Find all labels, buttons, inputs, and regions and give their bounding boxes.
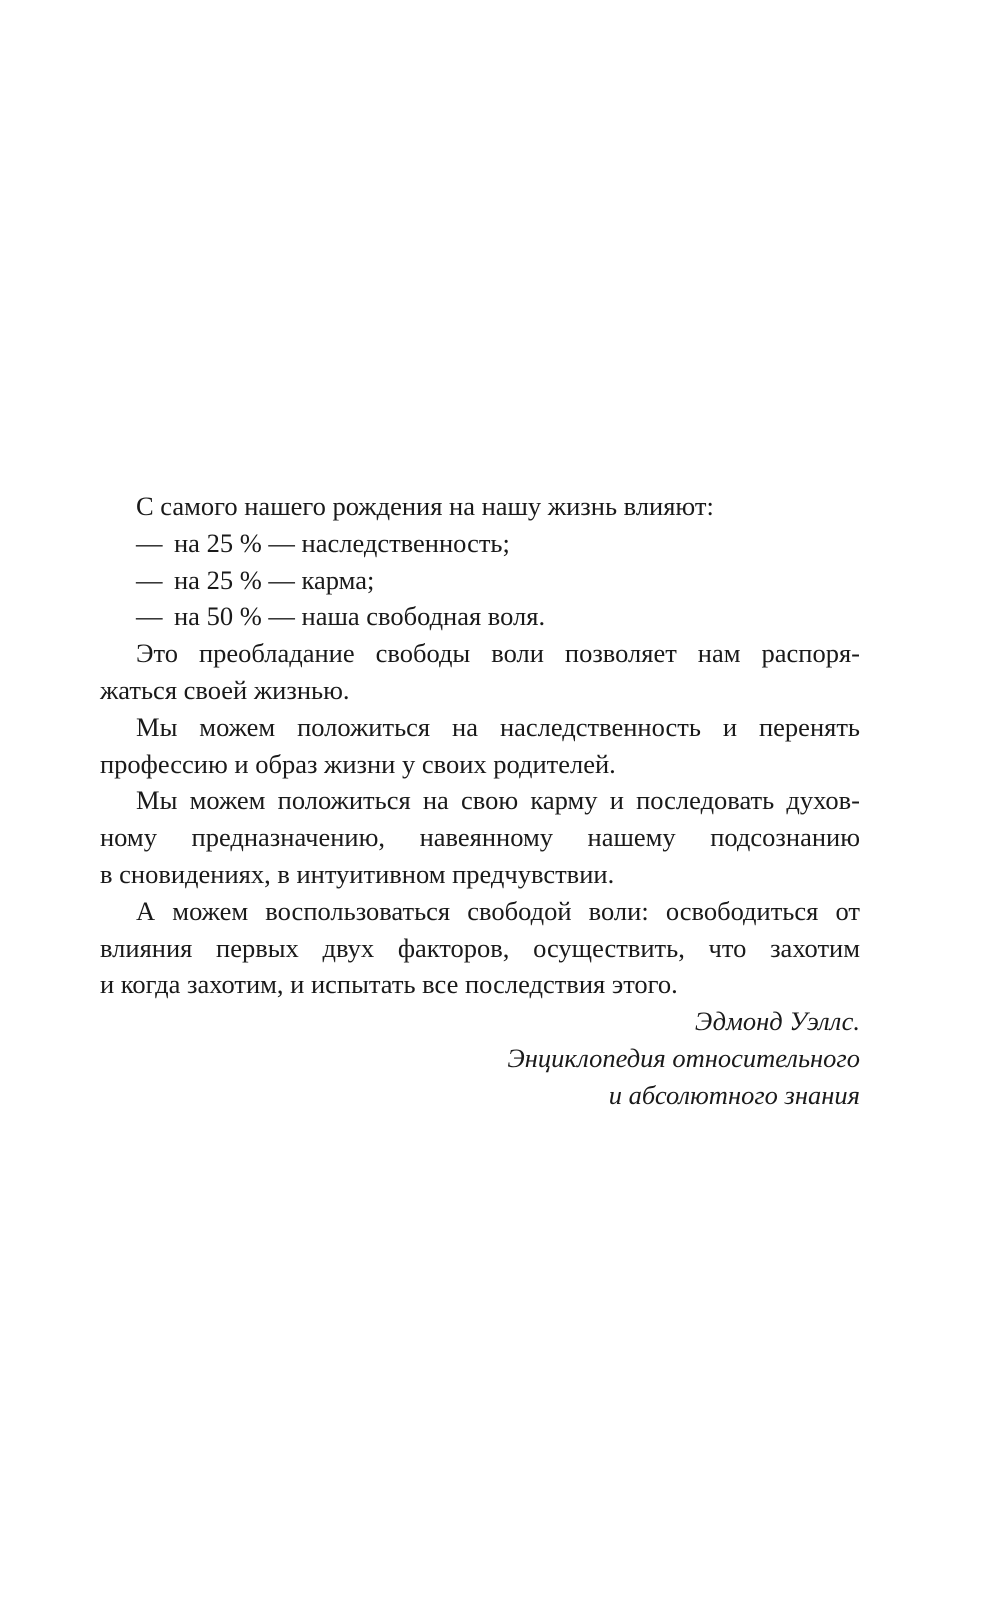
paragraph-line: жаться своей жизнью. [100,674,350,705]
paragraph-line: А можем воспользоваться свободой воли: освободиться от [136,895,860,926]
list-dash: — [136,527,163,558]
paragraph-line: ному предназначению, навеянному нашему подсознанию [100,822,860,853]
list-item-text: на 25 % — карма; [174,564,375,595]
list-item [100,598,860,635]
attribution-work-title: Энциклопедия относительного [507,1042,860,1073]
list-dash: — [136,601,163,632]
list-item-text: на 25 % — наследственность; [174,527,510,558]
list-item [100,525,860,562]
paragraph-line: Это преобладание свободы воли позволяет нам распоря- [136,638,860,669]
epigraph-text [100,488,860,1114]
attribution-work-title-continued: и абсолютного знания [608,1079,860,1110]
list-item-text: на 50 % — наша свободная воля. [174,601,546,632]
attribution-author: Эдмонд Уэллс. [694,1006,860,1037]
paragraph-line: и когда захотим, и испытать все последствия этого. [100,969,678,1000]
paragraph-line: в сновидениях, в интуитивном предчувствии. [100,858,615,889]
paragraph-line: Мы можем положиться на наследственность и перенять [136,711,860,742]
paragraph-line: Мы можем положиться на свою карму и последовать духов- [136,785,860,816]
list-dash: — [136,564,163,595]
intro-line: С самого нашего рождения на нашу жизнь влияют: [136,491,714,521]
paragraph-line: профессию и образ жизни у своих родителей. [100,748,616,779]
list-item [100,562,860,599]
paragraph-line: влияния первых двух факторов, осуществить, что захотим [100,932,860,963]
